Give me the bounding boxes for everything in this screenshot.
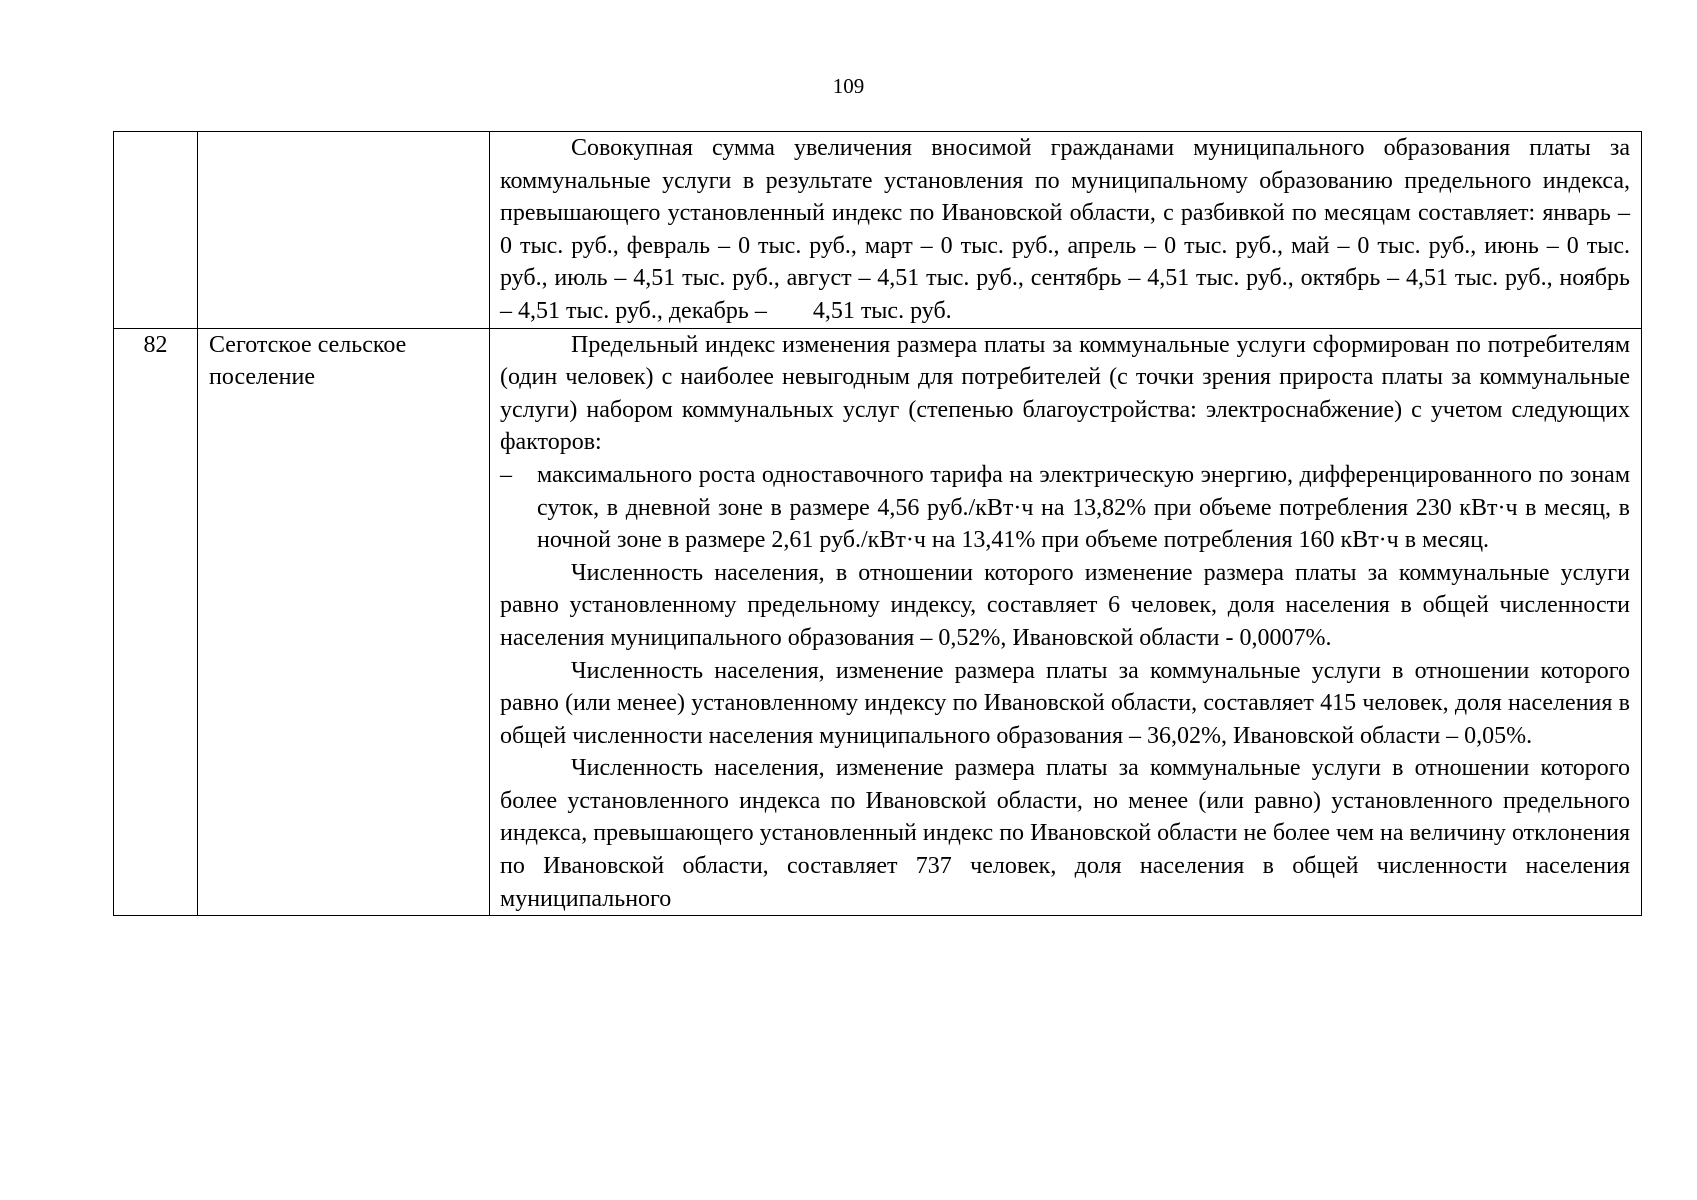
row-number-cell bbox=[114, 132, 198, 329]
table-row-continued bbox=[114, 132, 1642, 329]
row-number-cell: 82 bbox=[114, 328, 198, 916]
description-cell bbox=[490, 328, 1642, 916]
description-cell bbox=[490, 132, 1642, 329]
municipal-index-table bbox=[113, 131, 1642, 916]
page-number: 109 bbox=[832, 74, 865, 98]
total-increase-december-value: 4,51 тыс. руб. bbox=[812, 297, 952, 324]
list-dash: – bbox=[500, 461, 512, 488]
municipality-name-cell: Сеготское сельское поселение bbox=[198, 328, 490, 916]
municipality-name-cell bbox=[198, 132, 490, 329]
total-increase-text: Совокупная сумма увеличения вносимой гражданами муниципального образования платы за коммунальные услуги в результате установления по муниципальному образованию предельного индекса, превышающего установленный индекс по Ивановской области, с разбивкой по месяцам составляет: январь – 0 тыс. руб., февраль – 0 тыс. руб., март – 0 тыс. руб., апрель – 0 тыс. руб., май – 0 тыс. руб., июнь – 0 тыс. руб., июль – 4,51 тыс. руб., август – 4,51 тыс. руб., сентябрь – 4,51 тыс. руб., октябрь – 4,51 тыс. руб., ноябрь – 4,51 тыс. руб., декабрь – bbox=[500, 135, 1630, 324]
population-paragraph-2: Численность населения, изменение размера платы за коммунальные услуги в отношении которого равно (или менее) установленному индексу по Ивановской области, составляет 415 человек, доля населения в общей численности населения муниципального образования – 36,02%, Ивановской области – 0,05%. bbox=[500, 657, 1630, 749]
population-paragraph-3: Численность населения, изменение размера платы за коммунальные услуги в отношении которого более установленного индекса по Ивановской области, но менее (или равно) установленного предельного индекса, превышающего установленный индекс по Ивановской области не более чем на величину отклонения по Ивановской области, составляет 737 человек, доля населения в общей численности населения муниципального bbox=[500, 755, 1630, 912]
table-row-82 bbox=[114, 328, 1642, 916]
factor-text: максимального роста одноставочного тарифа на электрическую энергию, дифференцированного по зонам суток, в дневной зоне в размере 4,56 руб./кВт·ч на 13,82% при объеме потребления 230 кВт·ч в месяц, в ночной зоне в размере 2,61 руб./кВт·ч на 13,41% при объеме потребления 160 кВт·ч в месяц. bbox=[537, 461, 1630, 554]
factor-list-item bbox=[500, 459, 1630, 557]
population-paragraph-1: Численность населения, в отношении которого изменение размера платы за коммунальные услуги равно установленному предельному индексу, составляет 6 человек, доля населения в общей численности населения муниципального образования – 0,52%, Ивановской области - 0,0007%. bbox=[500, 559, 1630, 651]
total-increase-paragraph bbox=[500, 132, 1630, 328]
index-intro-paragraph: Предельный индекс изменения размера платы за коммунальные услуги сформирован по потребителям (один человек) с наиболее невыгодным для потребителей (с точки зрения прироста платы за коммунальные услуги) набором коммунальных услуг (степенью благоустройства: электроснабжение) с учетом следующих факторов: bbox=[500, 331, 1630, 456]
